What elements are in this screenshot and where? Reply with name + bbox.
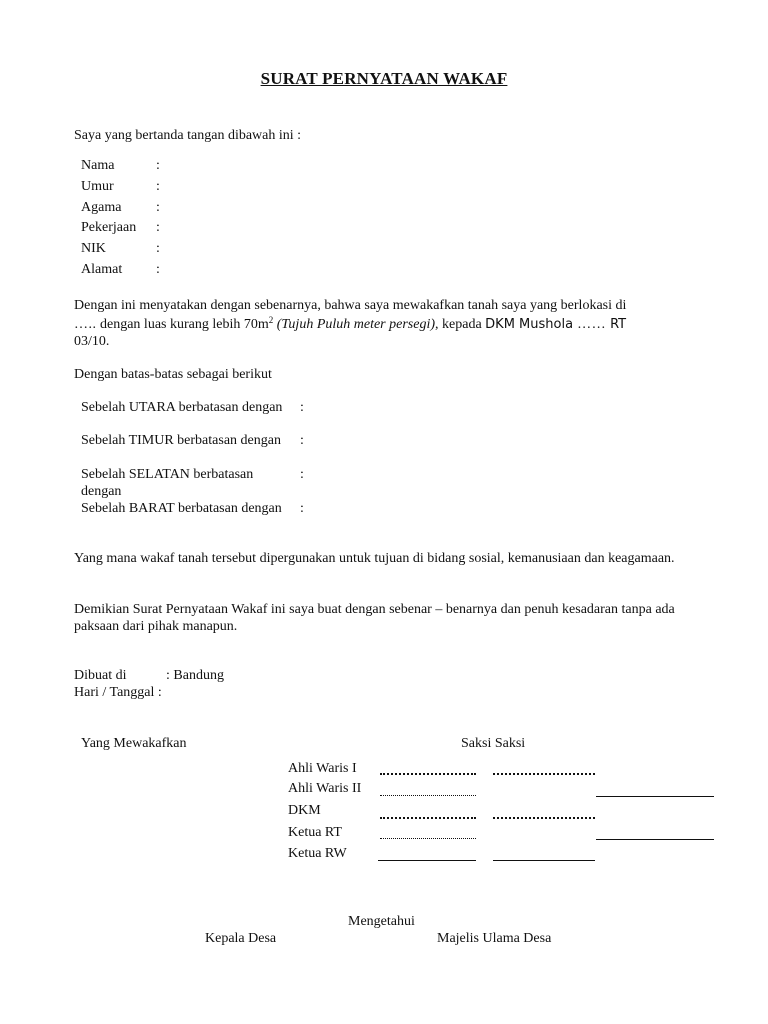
signature-line: [378, 860, 476, 861]
field-colon: :: [156, 179, 160, 194]
signature-line: [380, 838, 476, 839]
boundary-north-label: Sebelah UTARA berbatasan dengan: [81, 400, 283, 415]
field-label-nama: Nama: [81, 158, 115, 173]
signature-line: [380, 773, 476, 775]
witness-label: Saksi Saksi: [461, 736, 526, 751]
signature-line: [493, 860, 595, 861]
boundary-colon: :: [300, 433, 304, 448]
place-label: Dibuat di: [74, 668, 127, 683]
statement-to: , kepada: [435, 317, 486, 332]
boundary-east-label: Sebelah TIMUR berbatasan dengan: [81, 433, 281, 448]
place-value: : Bandung: [166, 668, 224, 683]
signature-line: [380, 817, 476, 819]
boundaries-intro: Dengan batas-batas sebagai berikut: [74, 367, 272, 382]
signature-line: [493, 817, 595, 819]
statement-area-text: dengan luas kurang lebih 70m: [96, 317, 269, 332]
statement-line-3: 03/10.: [74, 334, 110, 349]
field-label-umur: Umur: [81, 179, 114, 194]
boundary-colon: :: [300, 400, 304, 415]
field-label-nik: NIK: [81, 241, 106, 256]
signature-line: [493, 773, 595, 775]
statement-line-2: [74, 316, 626, 333]
signature-line: [380, 795, 476, 796]
purpose-paragraph: Yang mana wakaf tanah tersebut dipergunakan untuk tujuan di bidang sosial, kemanusiaan dan keagamaan.: [74, 551, 675, 566]
boundary-west-label: Sebelah BARAT berbatasan dengan: [81, 501, 282, 516]
statement-dkm-mushola: DKM Mushola: [485, 317, 574, 332]
boundary-colon: :: [300, 501, 304, 516]
boundary-colon: :: [300, 467, 304, 482]
boundary-south-label: Sebelah SELATAN berbatasan dengan: [81, 467, 254, 499]
statement-line-1: Dengan ini menyatakan dengan sebenarnya, bahwa saya mewakafkan tanah saya yang berlokasi di: [74, 298, 627, 313]
signature-line: [596, 839, 714, 840]
statement-area-italic: (Tujuh Puluh meter persegi): [273, 317, 436, 332]
field-colon: :: [156, 241, 160, 256]
signature-line: [596, 796, 714, 797]
witness-ketua-rt: Ketua RT: [288, 825, 342, 840]
intro-text: Saya yang bertanda tangan dibawah ini :: [74, 128, 302, 143]
acknowledged-label: Mengetahui: [348, 914, 415, 929]
closing-paragraph: Demikian Surat Pernyataan Wakaf ini saya buat dengan sebenar – benarnya dan penuh kesadaran tanpa ada paksaan dari pihak manapun.: [74, 602, 675, 634]
statement-superscript: 2: [268, 315, 274, 325]
ulama-council-label: Majelis Ulama Desa: [437, 931, 552, 946]
village-head-label: Kepala Desa: [205, 931, 277, 946]
signer-label: Yang Mewakafkan: [81, 736, 187, 751]
witness-ahli-waris-2: Ahli Waris II: [288, 781, 362, 796]
field-label-agama: Agama: [81, 200, 122, 215]
date-label: Hari / Tanggal :: [74, 685, 162, 700]
witness-ahli-waris-1: Ahli Waris I: [288, 761, 357, 776]
witness-dkm: DKM: [288, 803, 321, 818]
field-label-pekerjaan: Pekerjaan: [81, 220, 137, 235]
statement-rt: RT: [610, 317, 627, 332]
statement-dots-a: …..: [74, 317, 97, 332]
witness-ketua-rw: Ketua RW: [288, 846, 347, 861]
field-colon: :: [156, 262, 160, 277]
field-colon: :: [156, 158, 160, 173]
statement-dots-b: ……: [573, 317, 611, 332]
field-label-alamat: Alamat: [81, 262, 123, 277]
field-colon: :: [156, 220, 160, 235]
field-colon: :: [156, 200, 160, 215]
document-title: SURAT PERNYATAAN WAKAF: [260, 69, 508, 88]
